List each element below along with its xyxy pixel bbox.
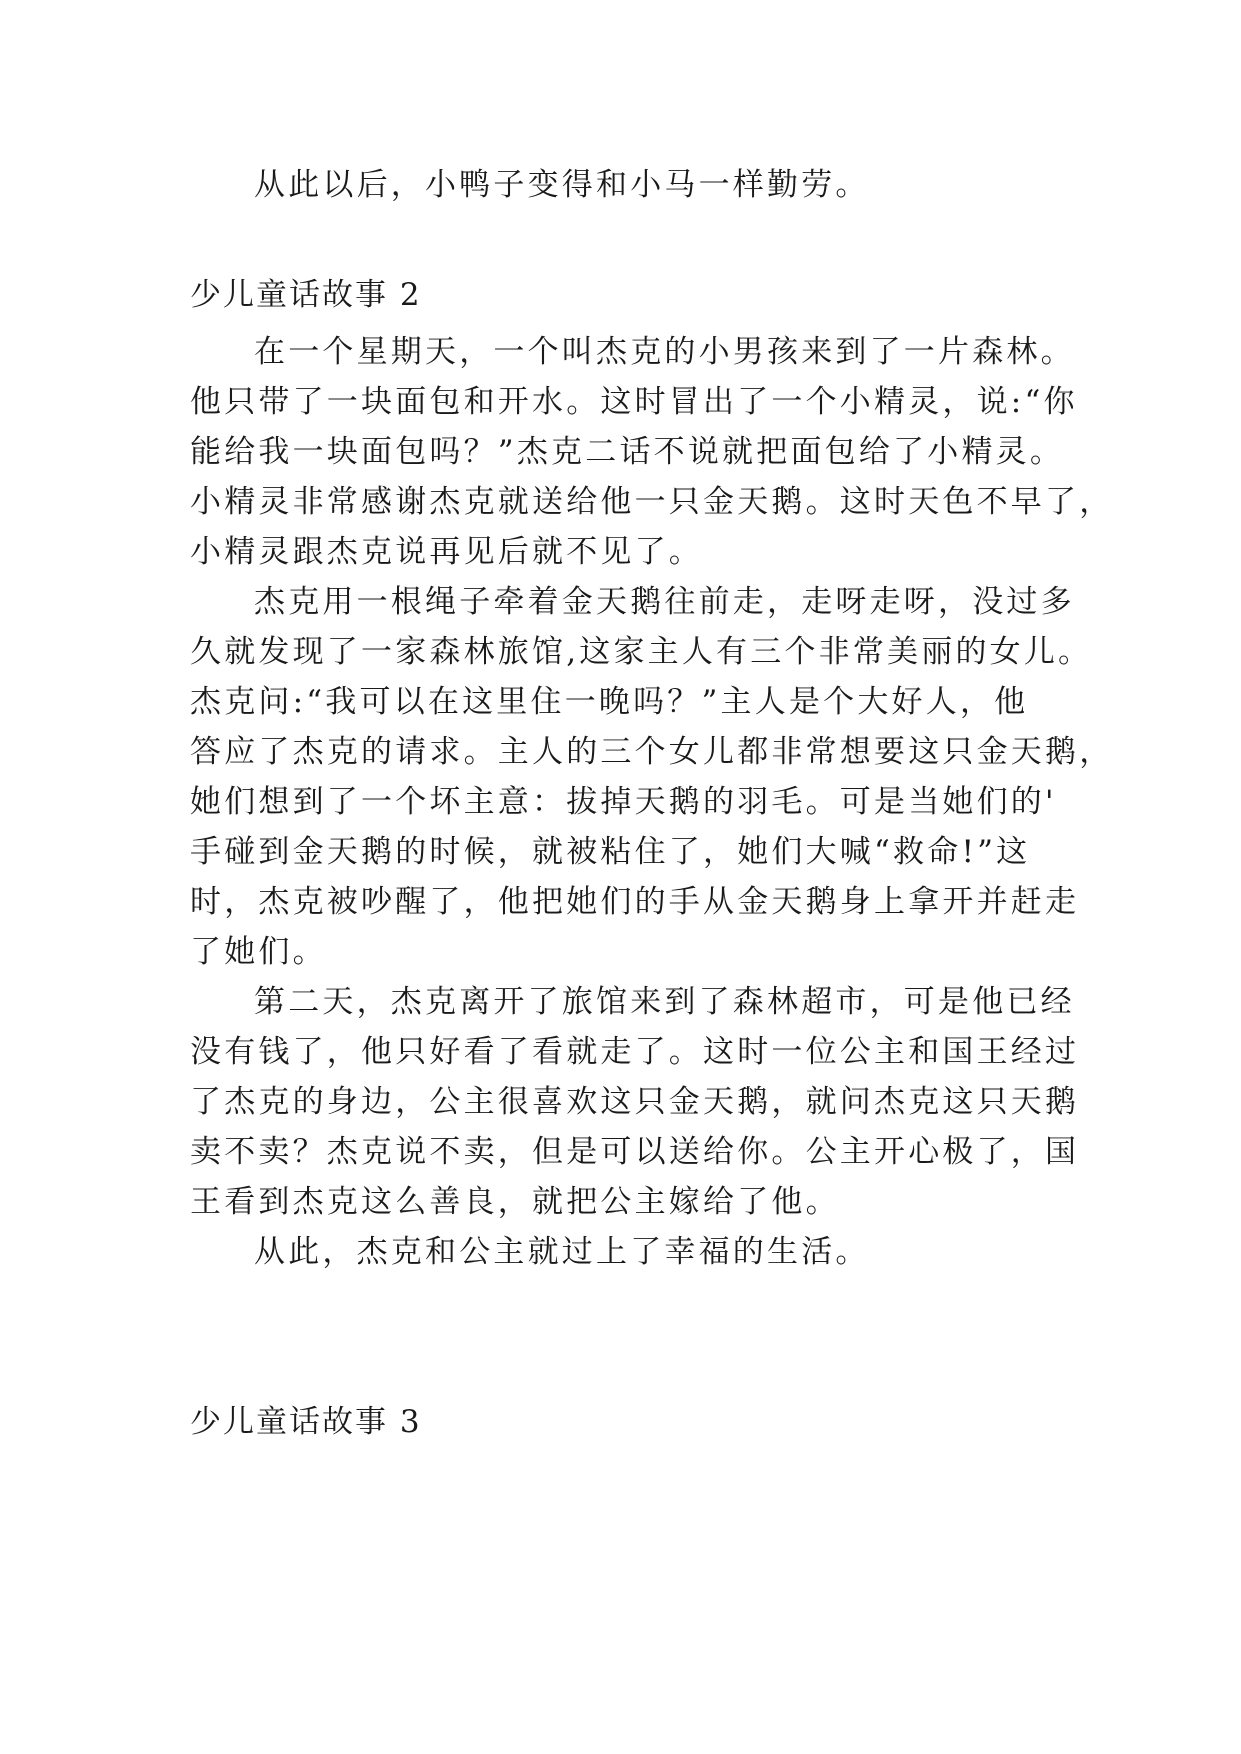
story2-line: 了杰克的身边，公主很喜欢这只金天鹅，就问杰克这只天鹅 [190,1084,1080,1120]
intro-line: 从此以后，小鸭子变得和小马一样勤劳。 [254,167,870,203]
story2-line: 杰克用一根绳子牵着金天鹅往前走，走呀走呀，没过多 [254,584,1075,620]
story2-line: 从此，杰克和公主就过上了幸福的生活。 [254,1234,870,1270]
story2-line: 在一个星期天，一个叫杰克的小男孩来到了一片森林。 [254,334,1075,370]
story2-line: 卖不卖？杰克说不卖，但是可以送给你。公主开心极了，国 [190,1134,1080,1170]
story2-line: 时，杰克被吵醒了，他把她们的手从金天鹅身上拿开并赶走 [190,884,1080,920]
story2-line: 没有钱了，他只好看了看就走了。这时一位公主和国王经过 [190,1034,1080,1070]
story2-line: 久就发现了一家森林旅馆,这家主人有三个非常美丽的女儿。 [190,634,1093,670]
story2-line: 她们想到了一个坏主意：拔掉天鹅的羽毛。可是当她们的' [190,784,1057,820]
story2-line: 杰克问:“我可以在这里住一晚吗？”主人是个大好人，他 [190,684,1029,720]
story2-body [190,327,1114,1277]
story2-heading: 少儿童话故事 2 [190,277,422,313]
story2-line: 了她们。 [190,934,327,970]
intro-paragraph [190,160,1070,210]
story2-line: 他只带了一块面包和开水。这时冒出了一个小精灵，说:“你 [190,384,1078,420]
story2-line: 能给我一块面包吗？”杰克二话不说就把面包给了小精灵。 [190,434,1065,470]
story2-line: 小精灵跟杰克说再见后就不见了。 [190,534,703,570]
story3-heading: 少儿童话故事 3 [190,1404,422,1440]
story2-line: 手碰到金天鹅的时候，就被粘住了，她们大喊“救命!”这 [190,834,1031,870]
story2-line: 小精灵非常感谢杰克就送给他一只金天鹅。这时天色不早了， [190,484,1114,520]
story2-line: 王看到杰克这么善良，就把公主嫁给了他。 [190,1184,840,1220]
story2-line: 第二天，杰克离开了旅馆来到了森林超市，可是他已经 [254,984,1075,1020]
story2-line: 答应了杰克的请求。主人的三个女儿都非常想要这只金天鹅， [190,734,1114,770]
